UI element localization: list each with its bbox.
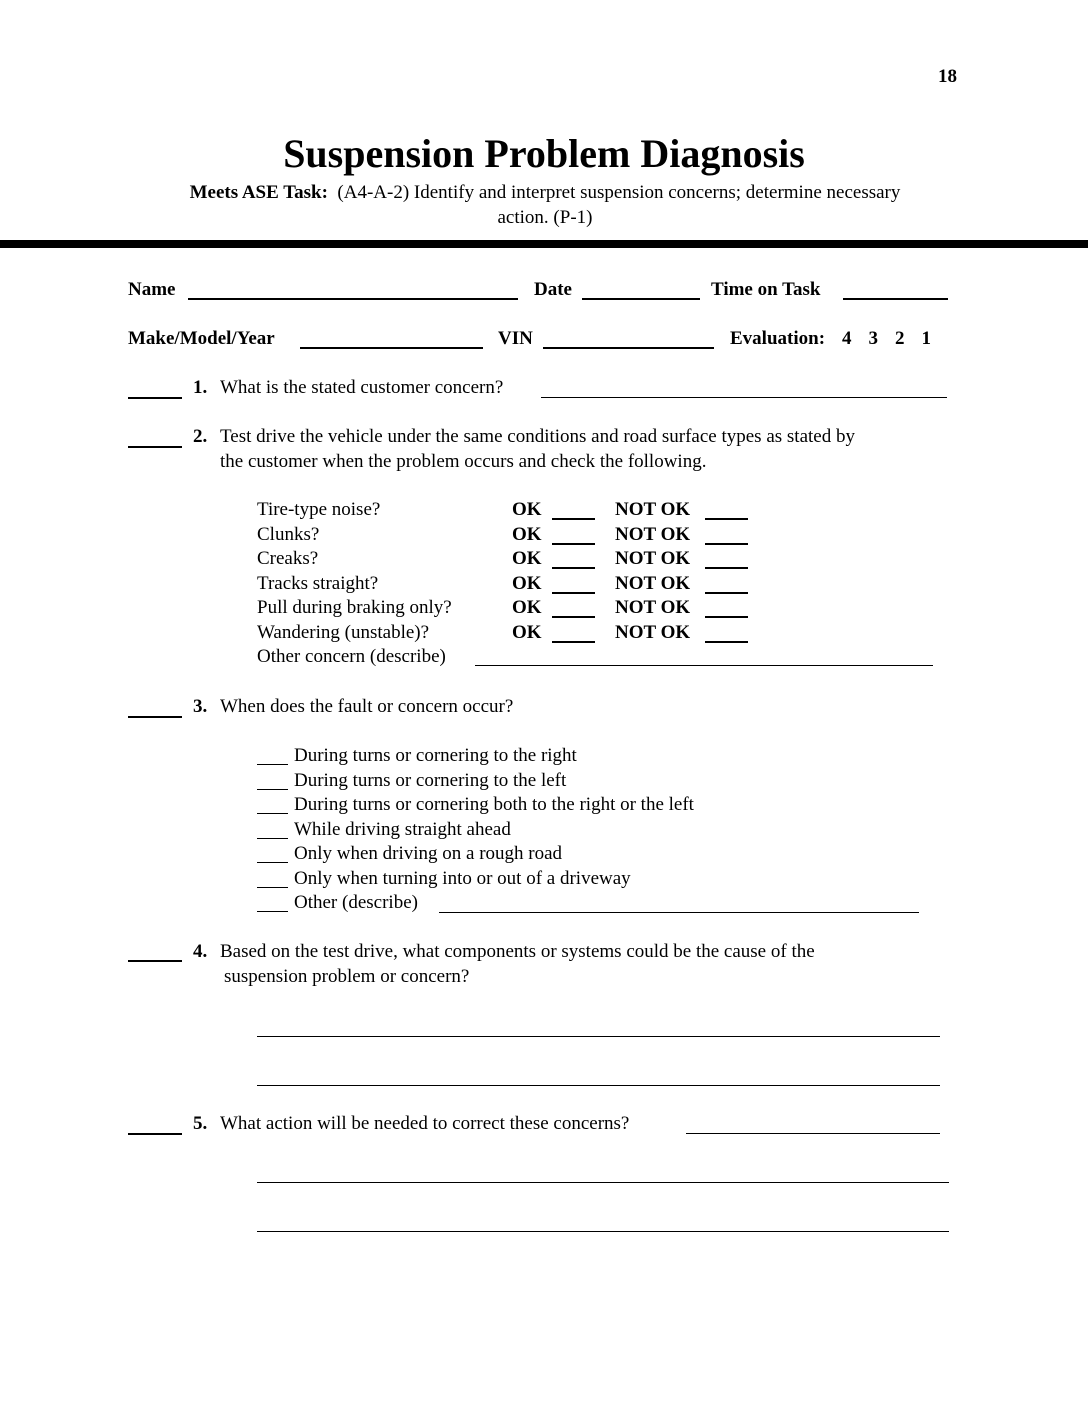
q2-ok-blank[interactable]: [552, 567, 595, 569]
q2-not-ok-label: NOT OK: [615, 622, 691, 643]
q2-ok-blank[interactable]: [552, 518, 595, 520]
q1-answer-field[interactable]: [541, 397, 947, 398]
q3-option-label: During turns or cornering to the right: [294, 745, 577, 766]
q2-text-1: Test drive the vehicle under the same conditions and road surface types as stated by: [220, 426, 855, 447]
q5-answer-line-1[interactable]: [257, 1182, 949, 1183]
page-title: Suspension Problem Diagnosis: [283, 131, 805, 176]
q5-score-blank[interactable]: [128, 1133, 182, 1135]
q5-answer-line-2[interactable]: [257, 1231, 949, 1232]
q2-check-label: Wandering (unstable)?: [257, 622, 430, 643]
q2-ok-blank[interactable]: [552, 616, 595, 618]
q2-not-ok-label: NOT OK: [615, 548, 691, 570]
ase-task-text-1: (A4-A-2) Identify and interpret suspension concerns; determine necessary: [337, 182, 901, 203]
q3-option-blank[interactable]: [257, 862, 288, 863]
q1-number: 1.: [193, 377, 208, 398]
q3-option-blank[interactable]: [257, 911, 288, 912]
q2-not-ok-blank[interactable]: [705, 518, 748, 520]
q3-option-label: During turns or cornering to the left: [294, 769, 567, 791]
q3-other-field[interactable]: [439, 912, 919, 913]
q3-option-blank[interactable]: [257, 887, 288, 888]
name-field[interactable]: [188, 298, 518, 300]
q2-not-ok-blank[interactable]: [705, 616, 748, 618]
q2-ok-label: OK: [512, 622, 542, 643]
q3-option-label: Other (describe): [294, 892, 418, 913]
q2-number: 2.: [193, 426, 208, 447]
q3-option-blank[interactable]: [257, 789, 288, 790]
ase-task-text-2: action. (P-1): [497, 207, 593, 228]
q2-check-label: Pull during braking only?: [257, 597, 452, 619]
time-on-task-label: Time on Task: [711, 279, 821, 300]
q2-ok-label: OK: [512, 597, 542, 619]
q1-text: What is the stated customer concern?: [220, 377, 504, 398]
q2-not-ok-blank[interactable]: [705, 641, 748, 643]
q3-option-blank[interactable]: [257, 838, 288, 839]
q2-ok-blank[interactable]: [552, 543, 595, 545]
time-on-task-field[interactable]: [843, 298, 948, 300]
q2-check-label: Tracks straight?: [257, 572, 379, 594]
make-model-year-field[interactable]: [300, 347, 483, 349]
q2-ok-label: OK: [512, 523, 542, 545]
make-model-year-label: Make/Model/Year: [128, 328, 275, 349]
q3-number: 3.: [193, 696, 208, 717]
evaluation-score-3[interactable]: 3: [868, 328, 879, 349]
q2-not-ok-blank[interactable]: [705, 567, 748, 569]
q3-option-label: While driving straight ahead: [294, 818, 511, 840]
q4-score-blank[interactable]: [128, 960, 182, 962]
q4-number: 4.: [193, 941, 208, 962]
q3-option-blank[interactable]: [257, 813, 288, 814]
q2-ok-blank[interactable]: [552, 641, 595, 643]
q3-text: When does the fault or concern occur?: [220, 696, 514, 717]
page-number: 18: [938, 66, 957, 87]
q2-other-label: Other concern (describe): [257, 646, 446, 667]
q2-check-label: Clunks?: [257, 523, 320, 545]
q2-not-ok-label: NOT OK: [615, 523, 691, 545]
vin-label: VIN: [498, 328, 533, 349]
q3-option-label: Only when driving on a rough road: [294, 843, 563, 864]
q5-number: 5.: [193, 1113, 208, 1134]
date-field[interactable]: [582, 298, 700, 300]
evaluation-score-4[interactable]: 4: [842, 328, 852, 349]
evaluation-score-1[interactable]: 1: [921, 328, 932, 349]
q2-other-field[interactable]: [475, 665, 933, 666]
q2-not-ok-blank[interactable]: [705, 592, 748, 594]
q2-check-label: Creaks?: [257, 548, 319, 570]
q5-text: What action will be needed to correct these concerns?: [220, 1113, 630, 1134]
q3-option-label: During turns or cornering both to the right or the left: [294, 794, 694, 815]
q1-score-blank[interactable]: [128, 397, 182, 399]
evaluation-score-2[interactable]: 2: [895, 328, 905, 349]
q2-not-ok-blank[interactable]: [705, 543, 748, 545]
q2-score-blank[interactable]: [128, 446, 182, 448]
q4-answer-line-1[interactable]: [257, 1036, 940, 1037]
q3-option-blank[interactable]: [257, 764, 288, 765]
evaluation-label: Evaluation:: [730, 328, 826, 349]
vin-field[interactable]: [543, 347, 714, 349]
ase-task: [130, 180, 960, 230]
q2-not-ok-label: NOT OK: [615, 597, 691, 619]
date-label: Date: [534, 279, 572, 300]
ase-task-label: Meets ASE Task:: [189, 182, 328, 203]
name-label: Name: [128, 279, 176, 300]
q2-not-ok-label: NOT OK: [615, 499, 691, 520]
q3-score-blank[interactable]: [128, 716, 182, 718]
q2-ok-blank[interactable]: [552, 592, 595, 594]
q4-text-2: suspension problem or concern?: [224, 966, 470, 987]
q4-answer-line-2[interactable]: [257, 1085, 940, 1086]
q2-text-2: the customer when the problem occurs and check the following.: [220, 451, 707, 472]
q2-check-label: Tire-type noise?: [257, 499, 381, 520]
header-divider: [0, 240, 1088, 248]
q4-text-1: Based on the test drive, what components or systems could be the cause of the: [220, 941, 815, 962]
q5-answer-field[interactable]: [686, 1133, 940, 1134]
q2-ok-label: OK: [512, 572, 542, 594]
q2-ok-label: OK: [512, 499, 542, 520]
q2-ok-label: OK: [512, 548, 542, 570]
q2-not-ok-label: NOT OK: [615, 572, 691, 594]
evaluation: [730, 328, 931, 350]
q3-option-label: Only when turning into or out of a driveway: [294, 867, 631, 889]
